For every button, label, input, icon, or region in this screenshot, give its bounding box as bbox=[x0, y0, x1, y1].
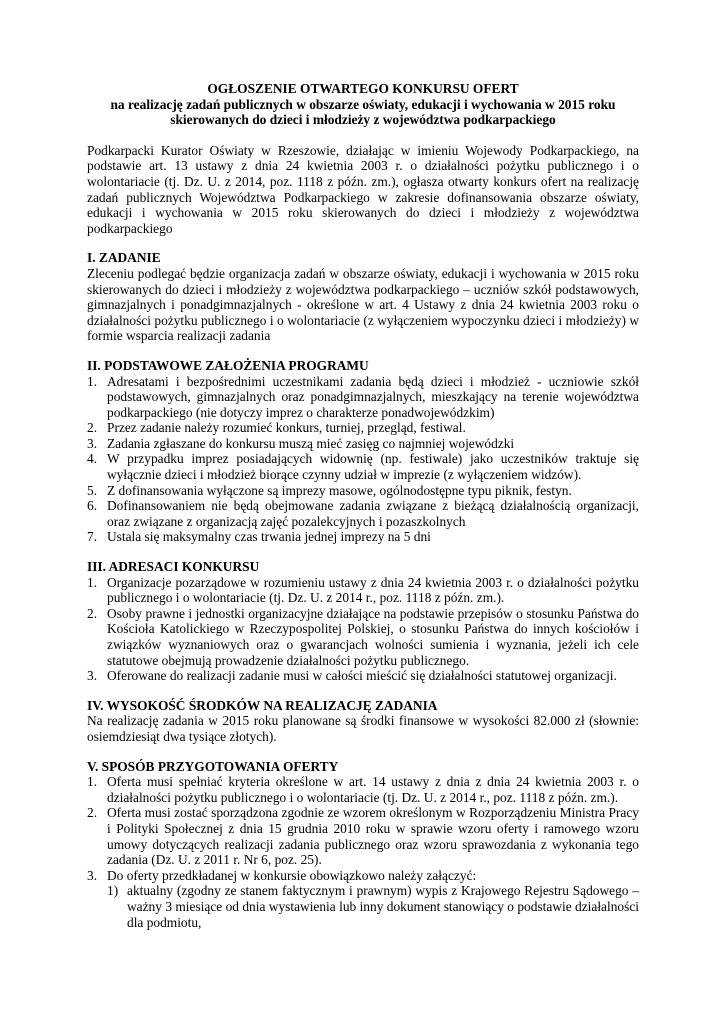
title-line: skierowanych do dzieci i młodzieży z województwa podkarpackiego bbox=[170, 112, 556, 128]
list-item bbox=[87, 868, 639, 884]
list-item bbox=[87, 529, 639, 545]
list-text: Oferta musi zostać sporządzona zgodnie ze wzorem określonym w Rozporządzeniu Ministra Pracy i Polityki Społecznej z dnia 15 grudnia 2010 roku w sprawie wzoru oferty i ramowego wzoru umowy dotyczących realizacji zadania publicznego oraz wzoru sprawozdania z wykonania tego zadania (Dz. U. z 2011 r. Nr 6, poz. 25). bbox=[107, 805, 639, 868]
section-zalozenia bbox=[87, 358, 639, 545]
list-number: 7. bbox=[87, 529, 98, 545]
document-title bbox=[87, 81, 639, 128]
title-line: na realizację zadań publicznych w obszarze oświaty, edukacji i wychowania w 2015 roku bbox=[110, 96, 616, 112]
list-number: 1. bbox=[87, 574, 98, 590]
list-text: Osoby prawne i jednostki organizacyjne działające na podstawie przepisów o stosunku Państwa do Kościoła Katolickiego w Rzeczypospolitej Polskiej, o stosunku Państwa do innych kościołów i związków wyznaniowych oraz o gwarancjach wolności sumienia i wyznania, jeżeli ich cele statutowe obejmują prowadzenie działalności pożytku publicznego. bbox=[107, 605, 639, 668]
list-number: 2. bbox=[87, 420, 98, 436]
list-text: Z dofinansowania wyłączone są imprezy masowe, ogólnodostępne typu piknik, festyn. bbox=[107, 482, 572, 498]
section-wysokosc-srodkow bbox=[87, 698, 639, 745]
list-item bbox=[87, 668, 639, 684]
list-text: Przez zadanie należy rozumieć konkurs, turniej, przegląd, festiwal. bbox=[107, 420, 466, 436]
section-text: Na realizację zadania w 2015 roku planowane są środki finansowe w wysokości 82.000 zł (słownie: osiemdziesiąt dwa tysiące złotych). bbox=[87, 713, 639, 744]
list-number: 1. bbox=[87, 373, 98, 389]
list-item bbox=[87, 436, 639, 452]
list-item bbox=[87, 483, 639, 499]
list-text: W przypadku imprez posiadających widownię (np. festiwale) jako uczestników traktuje się wyłącznie dzieci i młodzież biorące czynny udział w imprezie (z wyłączeniem widzów). bbox=[107, 451, 639, 483]
list-number: 5. bbox=[87, 482, 98, 498]
section-heading: III. ADRESACI KONKURSU bbox=[87, 559, 260, 575]
list-number: 3. bbox=[87, 435, 98, 451]
list-text: Organizacje pozarządowe w rozumieniu ustawy z dnia 24 kwietnia 2003 r. o działalności pożytku publicznego i o wolontariacie (tj. Dz. U. z 2014 r., poz. 1118 z późn. zm.). bbox=[107, 574, 639, 606]
list-item bbox=[87, 606, 639, 668]
list-text: Ustala się maksymalny czas trwania jednej imprezy na 5 dni bbox=[107, 529, 431, 545]
list-item bbox=[87, 805, 639, 867]
sub-list-text: aktualny (zgodny ze stanem faktycznym i prawnym) wypis z Krajowego Rejestru Sądowego – ważny 3 miesiące od dnia wystawienia lub inny dokument stanowiący o podstawie działalności dla podmiotu, bbox=[127, 883, 639, 930]
document-body bbox=[87, 81, 639, 930]
section-heading: II. PODSTAWOWE ZAŁOŻENIA PROGRAMU bbox=[87, 357, 369, 373]
list-text: Oferowane do realizacji zadanie musi w całości mieścić się działalności statutowej organizacji. bbox=[107, 668, 617, 684]
list-item bbox=[87, 774, 639, 805]
sub-list-number: 1) bbox=[107, 883, 119, 899]
list-item bbox=[87, 374, 639, 421]
intro-paragraph: Podkarpacki Kurator Oświaty w Rzeszowie, działając w imieniu Wojewody Podkarpackiego, na podstawie art. 13 ustawy z dnia 24 kwietnia 2003 r. o działalności pożytku publicznego i o wolontariacie (tj. Dz. U. z 2014, poz. 1118 z późn. zm.), ogłasza otwarty konkurs ofert na realizację zadań publicznych Województwa Podkarpackiego w zakresie dofinansowania obszarze oświaty, edukacji i wychowania w 2015 roku skierowanych do dzieci i młodzieży z województwa podkarpackiego bbox=[87, 142, 639, 236]
list-text: Adresatami i bezpośrednimi uczestnikami zadania będą dzieci i młodzież - uczniowie szkół podstawowych, gimnazjalnych oraz ponadgimnazjalnych, mieszkający na terenie województwa podkarpackiego (nie dotyczy imprez o charakterze ponadwojewódzkim) bbox=[107, 373, 639, 420]
list-item bbox=[87, 498, 639, 529]
list-number: 2. bbox=[87, 605, 98, 621]
section-heading: V. SPOSÓB PRZYGOTOWANIA OFERTY bbox=[87, 758, 339, 774]
list-number: 1. bbox=[87, 774, 98, 790]
list-number: 3. bbox=[87, 668, 98, 684]
section-zadanie bbox=[87, 250, 639, 344]
section-adresaci bbox=[87, 559, 639, 684]
list-text: Zadania zgłaszane do konkursu muszą mieć zasięg co najmniej wojewódzki bbox=[107, 435, 515, 451]
section-heading: IV. WYSOKOŚĆ ŚRODKÓW NA REALIZACJĘ ZADANIA bbox=[87, 697, 438, 713]
list-item bbox=[87, 451, 639, 482]
list-text: Oferta musi spełniać kryteria określone w art. 14 ustawy z dnia z dnia 24 kwietnia 2003 r. o działalności pożytku publicznego i o wolontariacie (tj. Dz. U. z 2014 r., poz. 1118 z późn. zm.). bbox=[107, 774, 639, 805]
list-text: Do oferty przedkładanej w konkursie obowiązkowo należy załączyć: bbox=[107, 867, 477, 883]
list-number: 6. bbox=[87, 498, 98, 514]
list-number: 4. bbox=[87, 451, 98, 467]
section-sposob-przygotowania bbox=[87, 759, 639, 931]
section-text: Zleceniu podlegać będzie organizacja zadań w obszarze oświaty, edukacji i wychowania w 2015 roku skierowanych do dzieci i młodzieży z województwa podkarpackiego – uczniów szkół podstawowych, gimnazjalnych i ponadgimnazjalnych - określone w art. 4 Ustawy z dnia 24 kwietnia 2003 roku o działalności pożytku publicznego i o wolontariacie (z wyłączeniem wypoczynku dzieci i młodzieży) w formie wsparcia realizacji zadania bbox=[87, 265, 639, 344]
list-item bbox=[87, 575, 639, 606]
list-number: 3. bbox=[87, 867, 98, 883]
sub-list-item bbox=[87, 883, 639, 930]
list-text: Dofinansowaniem nie będą obejmowane zadania związane z bieżącą działalnością organizacji, oraz związane z organizacją zajęć pozalekcyjnych i pozaszkolnych bbox=[107, 498, 639, 529]
title-line: OGŁOSZENIE OTWARTEGO KONKURSU OFERT bbox=[207, 81, 519, 96]
section-heading: I. ZADANIE bbox=[87, 250, 161, 266]
list-item bbox=[87, 420, 639, 436]
list-number: 2. bbox=[87, 805, 98, 821]
